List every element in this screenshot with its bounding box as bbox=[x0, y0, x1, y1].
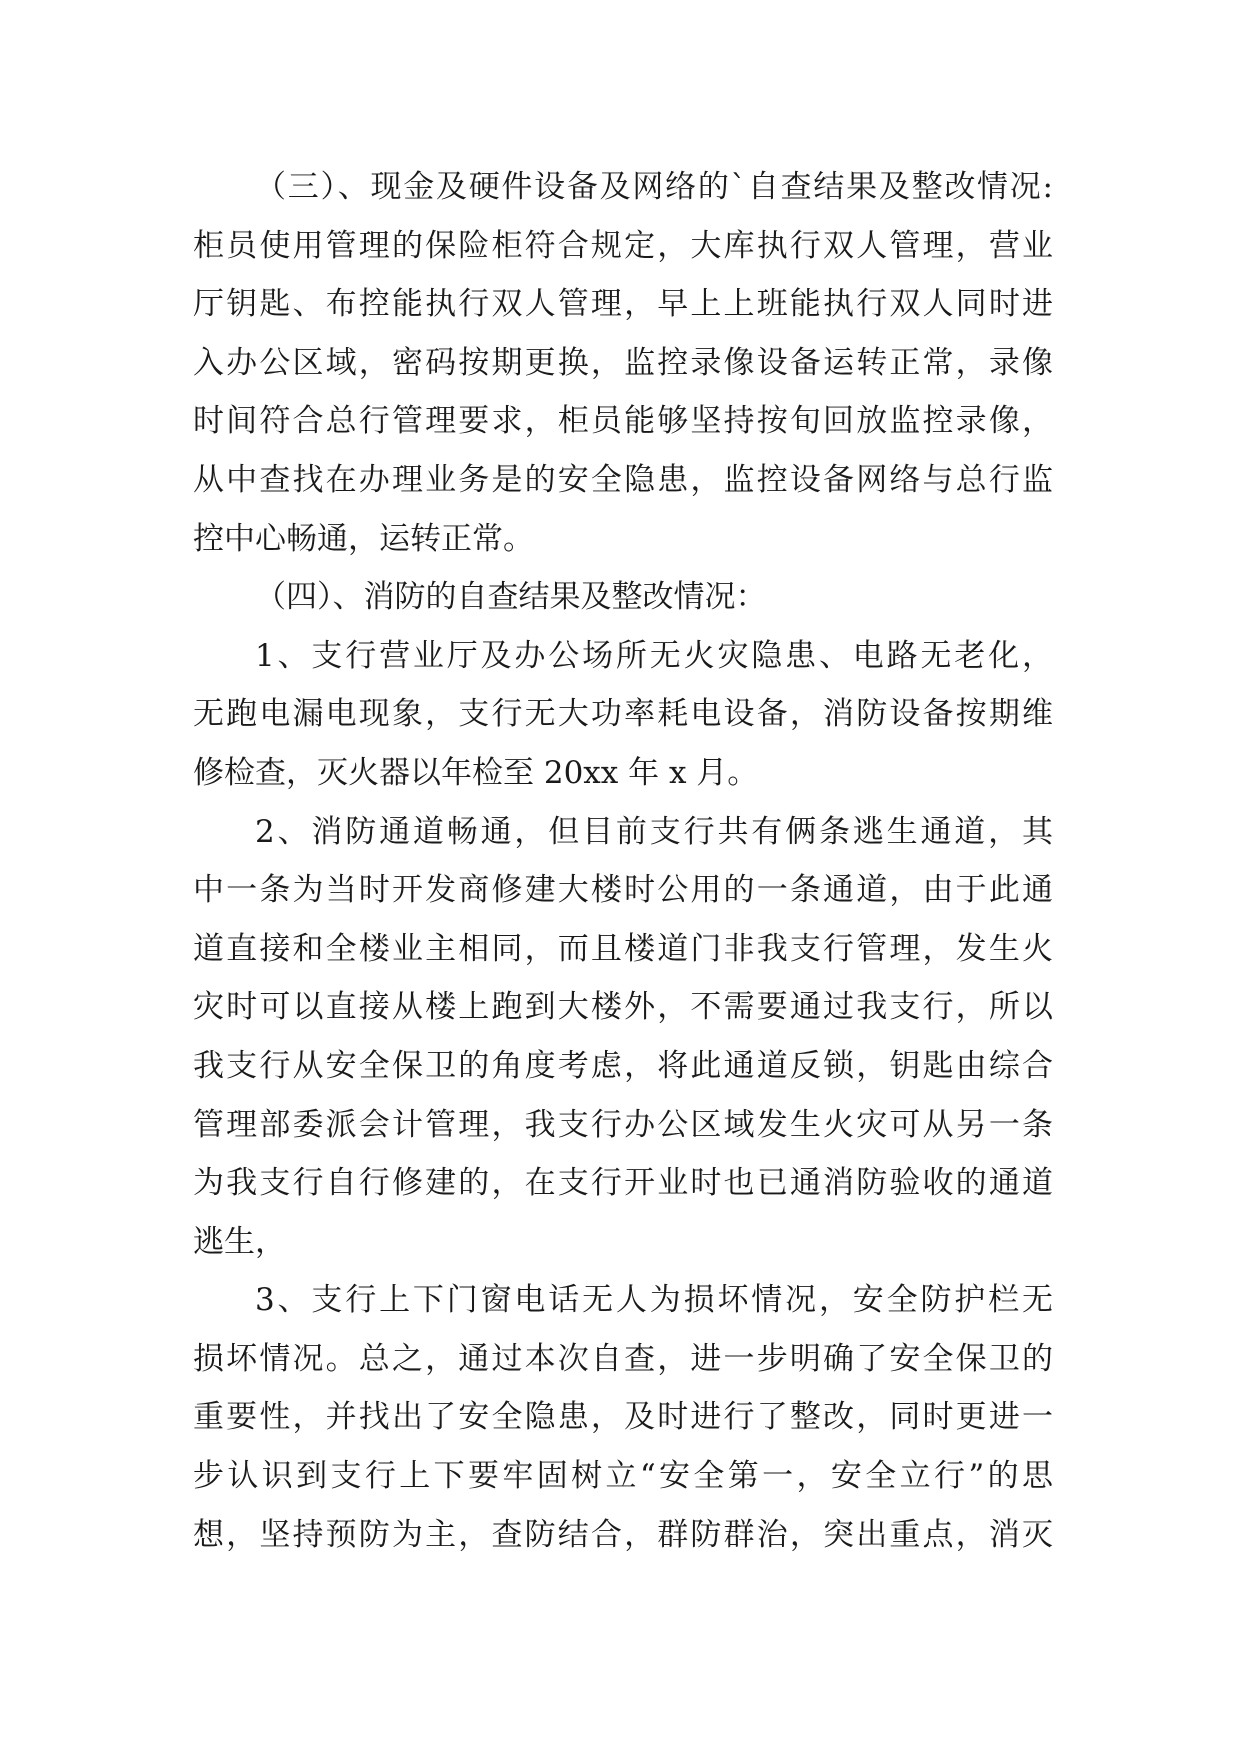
text-line: 厅钥匙、布控能执行双人管理，早上上班能执行双人同时进 bbox=[193, 286, 1053, 323]
text-line: 从中查找在办理业务是的安全隐患，监控设备网络与总行监 bbox=[193, 461, 1053, 498]
text-line: 道直接和全楼业主相同，而且楼道门非我支行管理，发生火 bbox=[193, 930, 1053, 967]
text-line: 管理部委派会计管理，我支行办公区域发生火灾可从另一条 bbox=[193, 1106, 1053, 1143]
paragraph-section-4-heading bbox=[193, 568, 1053, 627]
text-line: 想，坚持预防为主，查防结合，群防群治，突出重点，消灭 bbox=[193, 1516, 1053, 1553]
text-line: 1、支行营业厅及办公场所无火灾隐患、电路无老化， bbox=[255, 637, 1053, 674]
text-line: 损坏情况。总之，通过本次自查，进一步明确了安全保卫的 bbox=[193, 1340, 1053, 1377]
text-line: （四）、消防的自查结果及整改情况： bbox=[255, 579, 767, 616]
text-line: 控中心畅通，运转正常。 bbox=[193, 520, 534, 557]
document-body bbox=[193, 158, 1053, 1564]
text-line: 无跑电漏电现象，支行无大功率耗电设备，消防设备按期维 bbox=[193, 696, 1053, 733]
paragraph-section-3-body bbox=[193, 217, 1053, 569]
text-line: 时间符合总行管理要求，柜员能够坚持按旬回放监控录像， bbox=[193, 403, 1053, 440]
paragraph-item-1 bbox=[193, 627, 1053, 803]
text-line: 修检查，灭火器以年检至 20xx 年 x 月。 bbox=[193, 754, 759, 791]
paragraph-item-2 bbox=[193, 803, 1053, 1272]
text-line: 柜员使用管理的保险柜符合规定，大库执行双人管理，营业 bbox=[193, 227, 1053, 264]
text-line: 我支行从安全保卫的角度考虑，将此通道反锁，钥匙由综合 bbox=[193, 1047, 1053, 1084]
paragraph-item-3 bbox=[193, 1271, 1053, 1564]
text-line: 中一条为当时开发商修建大楼时公用的一条通道，由于此通 bbox=[193, 872, 1053, 909]
text-line: 3、支行上下门窗电话无人为损坏情况，安全防护栏无 bbox=[255, 1282, 1053, 1319]
text-line: 入办公区域，密码按期更换，监控录像设备运转正常，录像 bbox=[193, 344, 1053, 381]
text-line: 步认识到支行上下要牢固树立“安全第一，安全立行”的思 bbox=[193, 1458, 1053, 1495]
paragraph-section-3-heading bbox=[193, 158, 1053, 217]
text-line: （三）、现金及硬件设备及网络的`自查结果及整改情况: bbox=[255, 169, 1053, 205]
text-line: 2、消防通道畅通，但目前支行共有俩条逃生通道，其 bbox=[255, 813, 1053, 850]
text-line: 灾时可以直接从楼上跑到大楼外，不需要通过我支行，所以 bbox=[193, 989, 1053, 1026]
text-line: 为我支行自行修建的，在支行开业时也已通消防验收的通道 bbox=[193, 1165, 1053, 1202]
text-line: 逃生， bbox=[193, 1223, 286, 1260]
text-line: 重要性，并找出了安全隐患，及时进行了整改，同时更进一 bbox=[193, 1399, 1053, 1436]
